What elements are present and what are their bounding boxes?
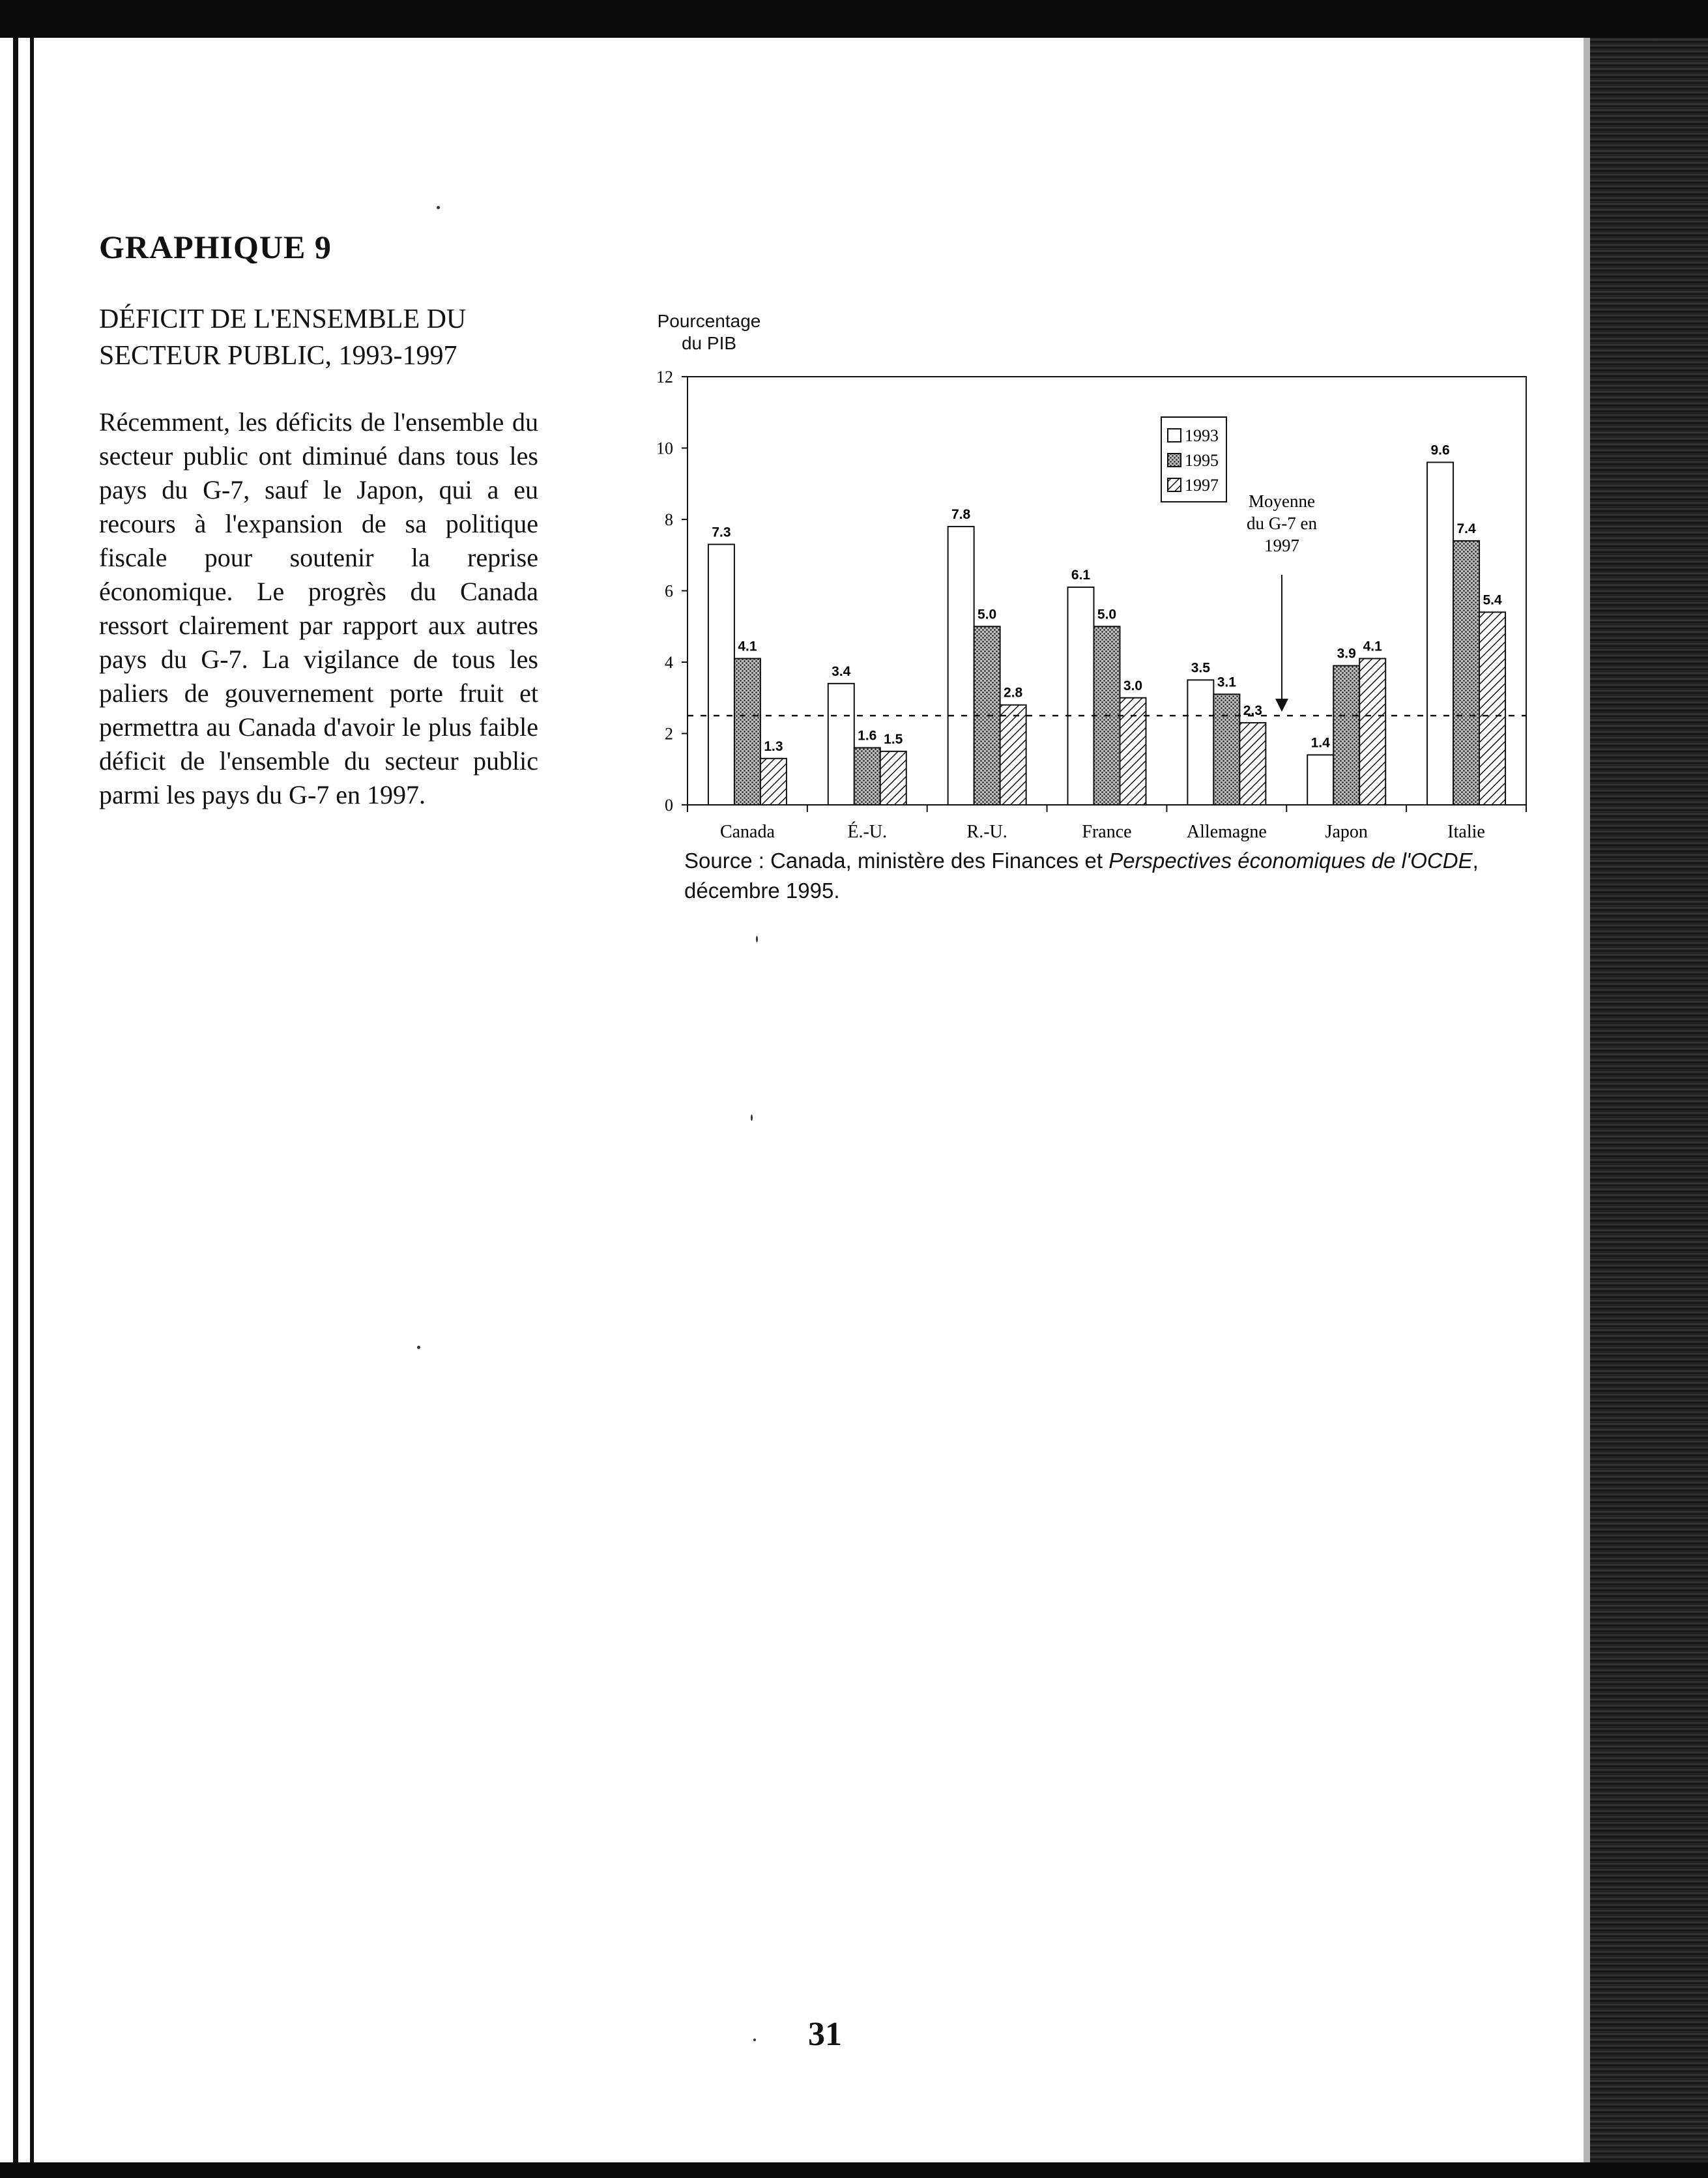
data-label: 3.1 — [1217, 675, 1236, 690]
data-label: 1.4 — [1310, 735, 1330, 751]
scan-left-edge-line — [30, 38, 34, 2162]
legend-label: 1995 — [1185, 451, 1219, 470]
y-axis-label-line-2: du PIB — [681, 333, 737, 353]
annotation-arrowhead — [1275, 699, 1288, 712]
data-label: 5.0 — [977, 607, 997, 622]
graph-title: GRAPHIQUE 9 — [99, 229, 332, 265]
bar-1997 — [760, 759, 787, 805]
data-label: 3.9 — [1337, 646, 1356, 661]
data-label: 6.1 — [1071, 568, 1091, 583]
data-label: 9.6 — [1430, 443, 1450, 458]
scan-speck — [756, 936, 758, 942]
data-label: 5.4 — [1483, 592, 1502, 608]
bar-1993 — [1068, 587, 1094, 805]
subtitle-caps: SECTEUR PUBLIC, — [99, 341, 332, 371]
data-label: 7.8 — [951, 506, 971, 522]
page-number: 31 — [808, 2016, 842, 2053]
bar-1997 — [1000, 705, 1026, 805]
y-tick-label: 8 — [665, 510, 673, 529]
data-label: 3.5 — [1191, 660, 1210, 676]
y-tick-label: 0 — [665, 796, 673, 815]
data-label: 5.0 — [1097, 607, 1117, 622]
bar-1997 — [1479, 612, 1505, 805]
bar-1993 — [1307, 755, 1333, 805]
graph-subtitle — [99, 301, 555, 374]
bar-1993 — [1187, 680, 1213, 805]
bar-1997 — [1239, 723, 1266, 805]
source-publication: Perspectives économiques de l'OCDE — [1108, 849, 1473, 873]
bar-1997 — [880, 751, 906, 805]
body-paragraph: Récemment, les déficits de l'ensemble du secteur public ont diminué dans tous les pays du G-7, sauf le Japon, qui a eu recours à l'expansion de sa politique fiscale pour soutenir la reprise économique. Le progrès du Canada ressort clairement par rapport aux autres pays du G-7. La vigilance de tous les paliers de gouvernement porte fruit et permettra au Canada d'avoir le plus faible déficit de l'ensemble du secteur public parmi les pays du G-7 en 1997. — [99, 407, 538, 809]
source-note — [684, 846, 1499, 906]
data-label: 3.0 — [1123, 678, 1143, 693]
data-label: 2.8 — [1004, 685, 1023, 701]
y-axis-label-line-1: Pourcentage — [657, 311, 761, 331]
bar-1995 — [854, 748, 880, 805]
legend-swatch-1997 — [1168, 478, 1181, 491]
legend-swatch-1995 — [1168, 454, 1181, 467]
deficit-bar-chart — [613, 306, 1551, 919]
chart-canvas — [613, 306, 1551, 854]
bar-1995 — [1213, 694, 1239, 805]
subtitle-line-2 — [99, 338, 555, 374]
source-prefix: Source : Canada, ministère des Finances et — [684, 849, 1103, 873]
y-tick-label: 4 — [665, 653, 673, 672]
annotation-text: du G-7 en — [1247, 514, 1317, 533]
data-label: 7.3 — [712, 525, 731, 540]
x-category-label: Canada — [719, 822, 775, 842]
legend-swatch-1993 — [1168, 429, 1181, 442]
annotation-text: 1997 — [1264, 536, 1299, 555]
data-label: 1.3 — [764, 738, 783, 754]
data-label: 3.4 — [832, 663, 851, 679]
x-category-label: France — [1082, 822, 1132, 842]
y-tick-label: 6 — [665, 581, 673, 601]
data-label: 4.1 — [738, 639, 757, 654]
y-tick-label: 10 — [656, 439, 673, 458]
scan-speck — [751, 1114, 753, 1121]
y-tick-label: 2 — [665, 724, 673, 744]
x-category-label: É.-U. — [847, 822, 888, 842]
scan-speck — [753, 2039, 756, 2041]
subtitle-years: 1993-1997 — [338, 341, 457, 371]
data-label: 1.5 — [884, 731, 903, 747]
scan-bottom-edge — [0, 2162, 1708, 2178]
scan-left-edge — [13, 38, 18, 2162]
bar-1997 — [1359, 659, 1385, 805]
legend-label: 1993 — [1185, 426, 1219, 445]
x-category-label: Italie — [1447, 822, 1485, 842]
x-category-label: Allemagne — [1186, 822, 1267, 842]
scan-speck — [437, 206, 440, 209]
annotation-text: Moyenne — [1249, 491, 1315, 511]
bar-1997 — [1120, 698, 1146, 805]
data-label: 1.6 — [858, 728, 877, 744]
bar-1993 — [948, 527, 974, 805]
data-label: 2.3 — [1243, 703, 1262, 719]
subtitle-line-1: DÉFICIT DE L'ENSEMBLE DU — [99, 304, 467, 334]
bar-1995 — [734, 659, 760, 805]
source-suffix: , décembre 1995. — [684, 849, 1479, 903]
data-label: 4.1 — [1363, 639, 1382, 654]
x-category-label: Japon — [1325, 822, 1368, 842]
scan-speck — [417, 1346, 420, 1349]
x-category-label: R.-U. — [966, 822, 1007, 842]
scan-top-edge — [0, 0, 1708, 38]
legend-label: 1997 — [1185, 476, 1219, 495]
bar-1993 — [1427, 462, 1453, 805]
bar-1995 — [1333, 665, 1359, 805]
bar-1993 — [708, 544, 734, 805]
data-label: 7.4 — [1456, 521, 1476, 536]
bar-1995 — [1453, 541, 1479, 805]
y-tick-label: 12 — [656, 368, 673, 386]
bar-1993 — [828, 684, 854, 805]
scan-right-edge — [1590, 38, 1708, 2178]
